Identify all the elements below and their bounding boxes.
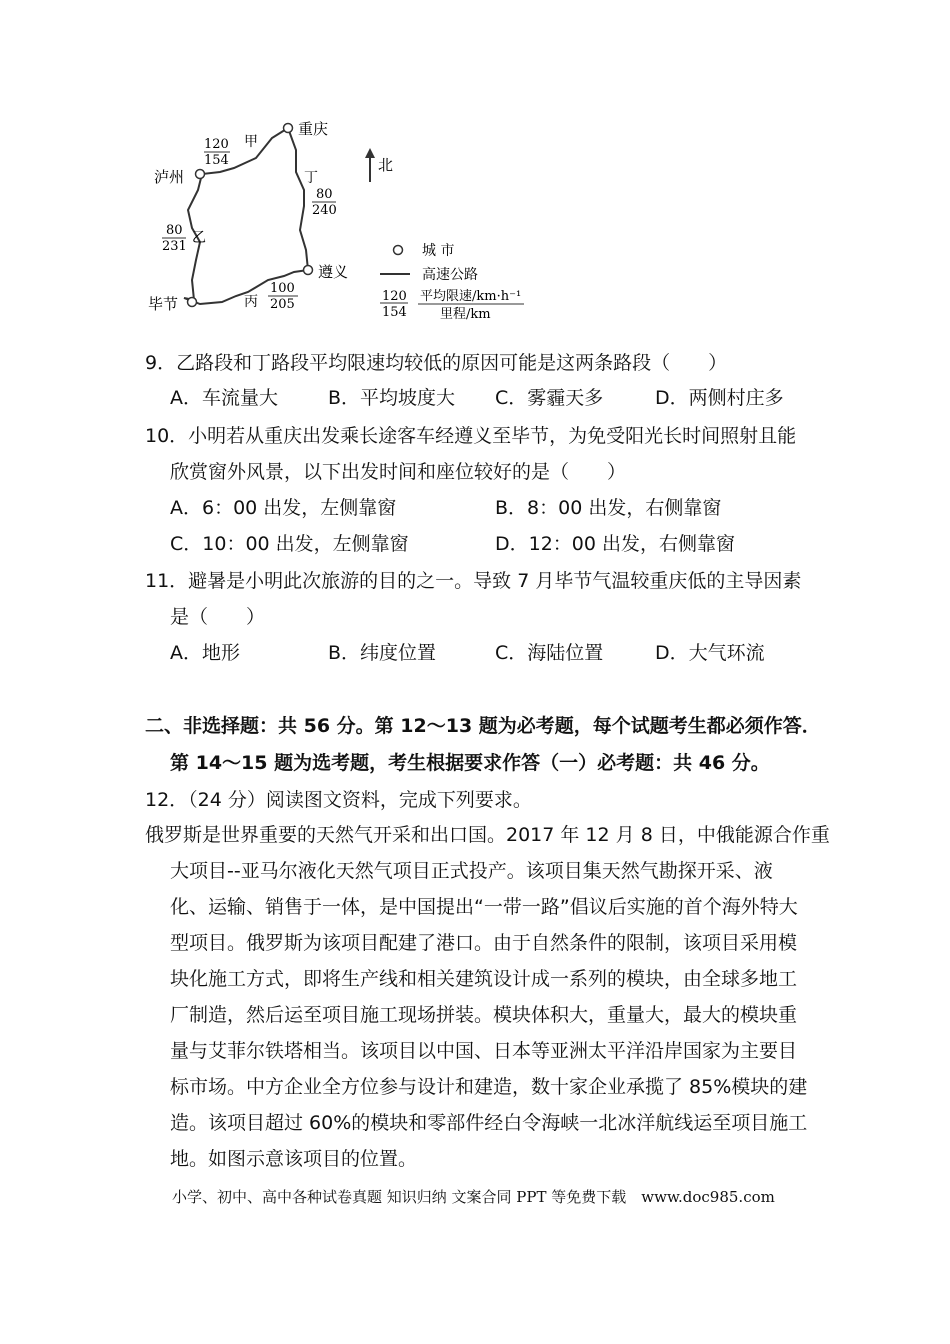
q11-option-b[interactable]: B．纬度位置 [328, 642, 437, 664]
q12-paragraph-line: 块化施工方式，即将生产线和相关建筑设计成一系列的模块，由全球多地工 [170, 968, 798, 990]
page-footer: 小学、初中、高中各种试卷真题 知识归纳 文案合同 PPT 等免费下载 www.doc985.com [172, 1188, 775, 1206]
legend-sample-speed: 120 [382, 289, 407, 304]
q9-stem: 9．乙路段和丁路段平均限速均较低的原因可能是这两条路段（ ） [145, 352, 728, 374]
section2-heading-line2: 第 14～15 题为选考题，考生根据要求作答（一）必考题：共 46 分。 [170, 752, 770, 774]
q9-option-c[interactable]: C．雾霾天多 [495, 387, 604, 409]
q12-paragraph-line: 俄罗斯是世界重要的天然气开采和出口国。2017 年 12 月 8 日，中俄能源合作重 [145, 824, 830, 846]
q11-stem-line1: 11．避暑是小明此次旅游的目的之一。导致 7 月毕节气温较重庆低的主导因素 [145, 570, 802, 592]
north-arrow-icon [365, 148, 375, 182]
segment-yi-distance: 231 [162, 239, 187, 254]
segment-bing-name: 丙 [244, 294, 258, 310]
segment-jia-name: 甲 [244, 134, 258, 150]
q12-paragraph-line: 大项目‐‐亚马尔液化天然气项目正式投产。该项目集天然气勘探开采、液 [170, 860, 773, 882]
highway-route [184, 128, 308, 304]
q12-paragraph-line: 量与艾菲尔铁塔相当。该项目以中国、日本等亚洲太平洋沿岸国家为主要目 [170, 1040, 798, 1062]
city-luzhou-marker [196, 170, 205, 179]
section2-heading-line1: 二、非选择题：共 56 分。第 12～13 题为必考题，每个试题考生都必须作答． [145, 715, 821, 737]
q10-option-c[interactable]: C．10：00 出发，左侧靠窗 [170, 533, 409, 555]
q12-paragraph-line: 厂制造，然后运至项目施工现场拼装。模块体积大，重量大，最大的模块重 [170, 1004, 798, 1026]
q12-paragraph-line: 化、运输、销售于一体，是中国提出“一带一路”倡议后实施的首个海外特大 [170, 896, 798, 918]
segment-ding-name: 丁 [304, 170, 318, 186]
segment-ding-distance: 240 [312, 203, 337, 218]
city-chongqing-label: 重庆 [298, 120, 329, 138]
segment-jia-speed: 120 [204, 137, 229, 152]
q11-option-d[interactable]: D．大气环流 [655, 642, 765, 664]
q9-option-b[interactable]: B．平均坡度大 [328, 387, 456, 409]
q11-option-a[interactable]: A．地形 [170, 642, 240, 664]
legend-sample-distance: 154 [382, 305, 407, 320]
q10-stem-line2: 欣赏窗外风景，以下出发时间和座位较好的是（ ） [170, 461, 627, 483]
q10-option-a[interactable]: A．6：00 出发，左侧靠窗 [170, 497, 397, 519]
north-label: 北 [378, 156, 394, 174]
city-zunyi-marker [304, 266, 313, 275]
city-zunyi-label: 遵义 [318, 263, 349, 281]
legend-city-label: 城 市 [422, 243, 455, 259]
q9-option-d[interactable]: D．两侧村庄多 [655, 387, 784, 409]
q10-stem-line1: 10．小明若从重庆出发乘长途客车经遵义至毕节，为免受阳光长时间照射且能 [145, 425, 797, 447]
segment-bing-distance: 205 [270, 297, 295, 312]
q11-option-c[interactable]: C．海陆位置 [495, 642, 604, 664]
q11-stem-line2: 是（ ） [170, 606, 266, 628]
legend-speed-label: 平均限速/km·h⁻¹ [420, 289, 522, 304]
q9-option-a[interactable]: A．车流量大 [170, 387, 278, 409]
legend-distance-label: 里程/km [440, 307, 491, 322]
q12-paragraph-line: 造。该项目超过 60%的模块和零部件经白令海峡一北冰洋航线运至项目施工 [170, 1112, 808, 1134]
q12-paragraph-line: 型项目。俄罗斯为该项目配建了港口。由于自然条件的限制，该项目采用模 [170, 932, 798, 954]
segment-yi-name: 乙 [192, 230, 206, 246]
q10-option-d[interactable]: D．12：00 出发，右侧靠窗 [495, 533, 736, 555]
city-chongqing-marker [284, 124, 293, 133]
q10-option-b[interactable]: B．8：00 出发，右侧靠窗 [495, 497, 722, 519]
route-map [140, 110, 540, 330]
q12-paragraph-line: 标市场。中方企业全方位参与设计和建造，数十家企业承揽了 85%模块的建 [170, 1076, 808, 1098]
city-bijie-label: 毕节 [148, 295, 179, 313]
segment-yi-speed: 80 [166, 223, 183, 238]
q12-paragraph-line: 地。如图示意该项目的位置。 [170, 1148, 418, 1170]
segment-bing-speed: 100 [270, 281, 295, 296]
city-bijie-marker [188, 298, 197, 307]
legend-city-icon [394, 246, 403, 255]
city-luzhou-label: 泸州 [154, 168, 185, 186]
legend-highway-label: 高速公路 [422, 267, 478, 283]
segment-ding-speed: 80 [316, 187, 333, 202]
segment-jia-distance: 154 [204, 153, 229, 168]
q12-stem: 12．（24 分）阅读图文资料，完成下列要求。 [145, 789, 532, 811]
